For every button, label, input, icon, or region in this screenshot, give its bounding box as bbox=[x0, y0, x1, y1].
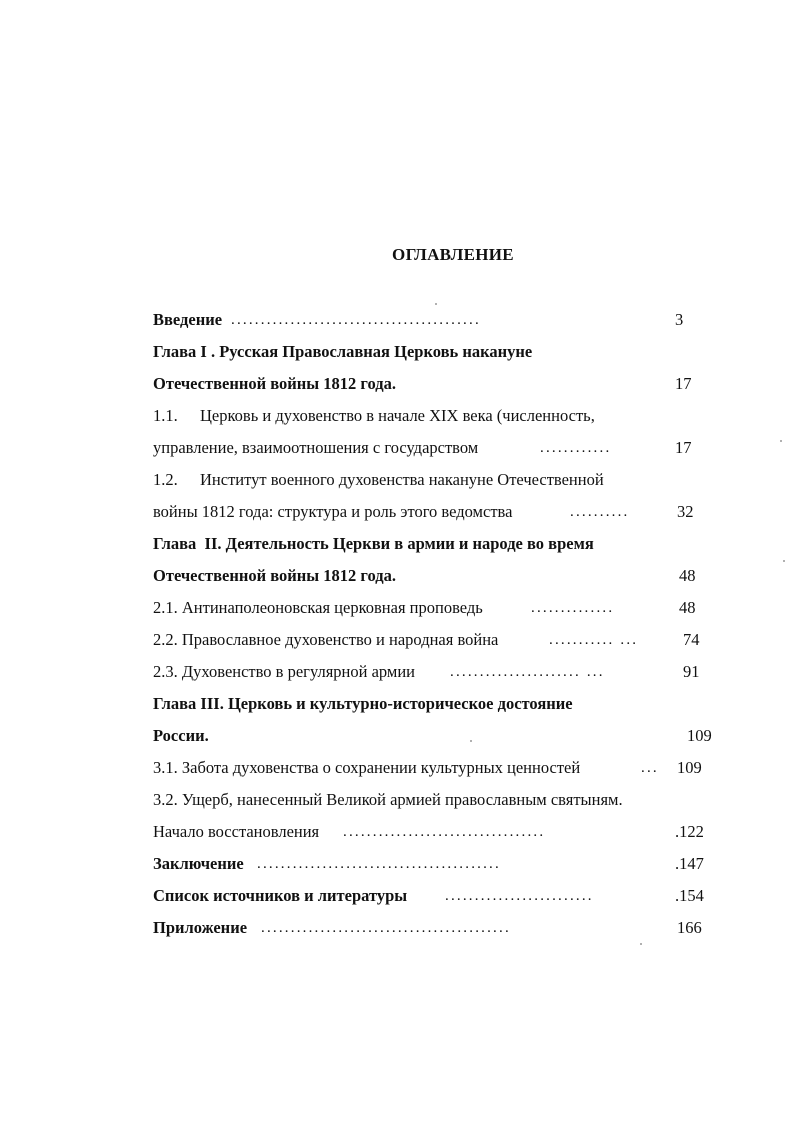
toc-section-1-2-line2[interactable] bbox=[153, 501, 713, 523]
toc-section-2-1[interactable] bbox=[153, 597, 713, 619]
toc-page-number: 17 bbox=[675, 438, 692, 457]
dot-leader: .......................................... bbox=[231, 312, 481, 328]
toc-chapter-1-line2[interactable] bbox=[153, 373, 713, 395]
toc-entry-title: России. bbox=[153, 726, 209, 745]
toc-entry-title: Заключение bbox=[153, 854, 244, 873]
toc-page-number: 48 bbox=[679, 598, 696, 617]
toc-section-2-3[interactable] bbox=[153, 661, 713, 683]
toc-entry-title: Начало восстановления bbox=[153, 822, 320, 841]
toc-section-3-2-line2[interactable] bbox=[153, 821, 713, 843]
dot-leader: ......................... bbox=[445, 888, 594, 904]
dot-leader: .......................................... bbox=[261, 920, 511, 936]
toc-section-3-2-line1[interactable] bbox=[153, 789, 713, 811]
toc-section-1-1-line1[interactable] bbox=[153, 405, 713, 427]
toc-page-number: 109 bbox=[677, 758, 702, 777]
section-number: 1.2. bbox=[153, 470, 178, 489]
toc-page-number: 166 bbox=[677, 918, 702, 937]
toc-entry-title: Глава II. Деятельность Церкви в армии и народе во время bbox=[153, 534, 594, 553]
toc-section-1-2-line1[interactable] bbox=[153, 469, 713, 491]
toc-entry-title: Отечественной войны 1812 года. bbox=[153, 374, 397, 393]
toc-page-number: 74 bbox=[683, 630, 700, 649]
toc-entry-title: 2.2. Православное духовенство и народная война bbox=[153, 630, 499, 649]
dot-leader: ... bbox=[641, 760, 659, 776]
scan-speck bbox=[780, 440, 782, 442]
toc-entry-appendix[interactable] bbox=[153, 917, 713, 939]
section-number: 1.1. bbox=[153, 406, 178, 425]
toc-section-3-1[interactable] bbox=[153, 757, 713, 779]
toc-entry-title: войны 1812 года: структура и роль этого ведомства bbox=[153, 502, 513, 521]
toc-entry-title: Отечественной войны 1812 года. bbox=[153, 566, 397, 585]
toc-page-number: 3 bbox=[675, 310, 684, 329]
toc-page-number: .122 bbox=[675, 822, 704, 841]
toc-entry-title: Церковь и духовенство в начале XIX века (численность, bbox=[200, 406, 595, 425]
toc-entry-title: 3.2. Ущерб, нанесенный Великой армией православным святыням. bbox=[153, 790, 623, 809]
toc-entry-title: Глава III. Церковь и культурно-историческое достояние bbox=[153, 694, 573, 713]
dot-leader: .......... bbox=[570, 504, 630, 520]
toc-page-number: 109 bbox=[687, 726, 712, 745]
dot-leader: ........... ... bbox=[549, 632, 639, 648]
page-title: ОГЛАВЛЕНИЕ bbox=[392, 245, 514, 264]
toc-chapter-2-line1[interactable] bbox=[153, 533, 713, 555]
toc-page-number: 48 bbox=[679, 566, 696, 585]
toc-entry-title: Институт военного духовенства накануне Отечественной bbox=[200, 470, 604, 489]
scan-speck bbox=[640, 943, 642, 945]
toc-section-2-2[interactable] bbox=[153, 629, 713, 651]
toc-page-number: .154 bbox=[675, 886, 704, 905]
toc-entry-title: Приложение bbox=[153, 918, 248, 937]
toc-entry-title: 2.3. Духовенство в регулярной армии bbox=[153, 662, 416, 681]
dot-leader: ......................................... bbox=[257, 856, 501, 872]
scan-speck bbox=[470, 740, 472, 742]
toc-entry-title: 3.1. Забота духовенства о сохранении культурных ценностей bbox=[153, 758, 581, 777]
toc-entry-title: Введение bbox=[153, 310, 223, 329]
toc-chapter-3-line2[interactable] bbox=[153, 725, 713, 747]
scan-speck bbox=[435, 303, 437, 305]
toc-entry-intro[interactable] bbox=[153, 309, 713, 331]
toc-chapter-1-line1[interactable] bbox=[153, 341, 713, 363]
toc-page-number: 32 bbox=[677, 502, 694, 521]
toc-chapter-2-line2[interactable] bbox=[153, 565, 713, 587]
toc-entry-title: Глава I . Русская Православная Церковь накануне bbox=[153, 342, 533, 361]
dot-leader: .............. bbox=[531, 600, 615, 616]
dot-leader: ............ bbox=[540, 440, 612, 456]
dot-leader: ...................... ... bbox=[450, 664, 605, 680]
toc-section-1-1-line2[interactable] bbox=[153, 437, 713, 459]
toc-entry-conclusion[interactable] bbox=[153, 853, 713, 875]
toc-entry-sources[interactable] bbox=[153, 885, 713, 907]
toc-entry-title: 2.1. Антинаполеоновская церковная проповедь bbox=[153, 598, 483, 617]
toc-entry-title: Список источников и литературы bbox=[153, 886, 408, 905]
toc-page-number: 91 bbox=[683, 662, 700, 681]
toc-page-number: 17 bbox=[675, 374, 692, 393]
toc-entry-title: управление, взаимоотношения с государством bbox=[153, 438, 479, 457]
scan-speck bbox=[783, 560, 785, 562]
toc-page-number: .147 bbox=[675, 854, 704, 873]
dot-leader: .................................. bbox=[343, 824, 546, 840]
toc-chapter-3-line1[interactable] bbox=[153, 693, 713, 715]
